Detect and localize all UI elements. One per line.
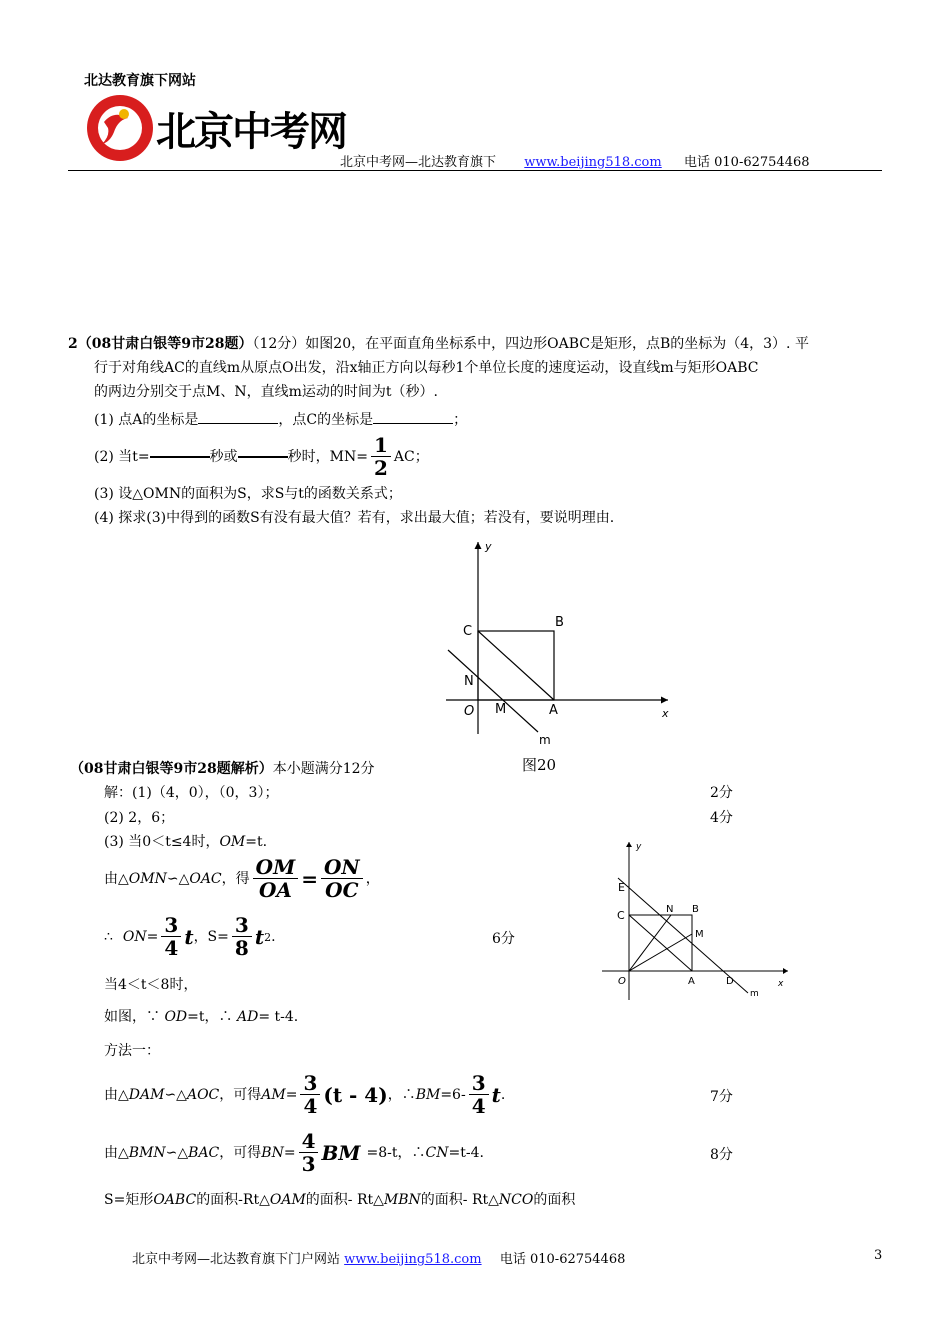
footer-url-link[interactable]: www.beijing518.com	[344, 1252, 482, 1267]
fig2-label-n: N	[666, 904, 674, 915]
figure-20-caption: 图20	[522, 756, 557, 774]
s5-frac1-num: 3	[161, 914, 181, 937]
s4-sim: ∽△	[166, 870, 190, 887]
question-4: (4) 探求(3)中得到的函数S有没有最大值？若有，求出最大值；若没有，要说明理由.	[94, 510, 615, 526]
s5-t: t	[184, 924, 194, 949]
s10-frac-num: 4	[299, 1130, 319, 1153]
s11-a: S=矩形	[104, 1192, 154, 1208]
s10-text-f: =8-t，∴	[366, 1144, 426, 1161]
s9-text-a: 由△	[104, 1086, 129, 1103]
s4-frac-on: ON	[321, 856, 363, 879]
s9-frac1-num: 3	[300, 1072, 320, 1095]
problem-line-1	[68, 332, 888, 356]
s9-am: AM	[261, 1086, 286, 1103]
s9-t: t	[491, 1082, 501, 1107]
s9-frac2	[469, 1072, 489, 1117]
s10-frac-den: 3	[301, 1152, 316, 1176]
s4-text-a: 由△	[104, 870, 129, 887]
fig20-label-n: N	[464, 674, 474, 689]
site-tagline: 北达教育旗下网站	[84, 73, 196, 89]
s10-bm: BM	[321, 1140, 361, 1165]
problem-stem-1: 如图20，在平面直角坐标系中，四边形OABC是矩形，点B的坐标为（4，3）. 平	[305, 336, 809, 352]
s5-frac2-den: 8	[234, 936, 249, 960]
q1-text-b: ，点C的坐标是	[278, 412, 374, 428]
s11-i: 的面积	[533, 1192, 576, 1208]
q2-text-b: 秒或	[209, 448, 238, 465]
s11-mbn: MBN	[383, 1192, 421, 1208]
q2-frac-num: 1	[371, 434, 391, 457]
fig2-label-x: x	[778, 979, 784, 989]
solution-step-3	[104, 830, 267, 854]
s10-text-e: ，可得	[219, 1144, 262, 1161]
solution-step-1-score: 2分	[710, 785, 733, 801]
s4-comma: ，	[365, 870, 380, 887]
s9-eq: =	[285, 1086, 298, 1103]
problem-number: 2	[68, 336, 78, 352]
fig2-segment-on	[629, 915, 671, 971]
s5-s-eq: ，S=	[193, 928, 229, 945]
solution-bn-cn	[104, 1130, 484, 1175]
fig20-diagonal-ac	[478, 631, 554, 700]
solution-step-10-score: 8分	[710, 1147, 733, 1163]
footer-phone: 电话 010-62754468	[499, 1252, 626, 1267]
s9-sim: ∽△	[164, 1086, 187, 1103]
fig20-label-c: C	[463, 624, 473, 639]
question-1	[94, 408, 467, 432]
fig20-line-m	[448, 650, 538, 732]
s5-on: ON	[122, 928, 147, 945]
q1-text-a: (1) 点A的坐标是	[94, 412, 199, 428]
q2-frac-den: 2	[373, 456, 388, 480]
s9-frac1-den: 4	[303, 1094, 318, 1118]
problem-score: （12分）	[252, 336, 306, 352]
s9-frac2-den: 4	[471, 1094, 486, 1118]
s4-frac-om-oa	[253, 856, 299, 901]
s9-aoc: AOC	[186, 1086, 220, 1103]
fig20-label-a: A	[549, 703, 558, 718]
q2-blank-a	[150, 456, 210, 458]
fig2-diagonal-ca	[629, 915, 692, 971]
footer-text: 北京中考网—北达教育旗下门户网站	[132, 1252, 341, 1267]
s3-text-a: (3) 当0＜t≤4时，	[104, 834, 220, 850]
header-rule	[68, 170, 882, 171]
fig20-label-x: x	[662, 707, 669, 720]
fig20-label-b: B	[555, 615, 564, 630]
solution-title-bold: （08甘肃白银等9市28题解析）	[70, 761, 273, 777]
s7-ad: AD	[236, 1009, 259, 1025]
s11-oabc: OABC	[153, 1192, 197, 1208]
header-prefix: 北京中考网—北达教育旗下	[340, 155, 497, 170]
fig2-label-m-point: M	[695, 929, 704, 940]
fig2-segment-om	[629, 934, 692, 971]
s10-sim: ∽△	[165, 1144, 189, 1161]
fig2-label-c: C	[617, 909, 625, 922]
s5-frac2-num: 3	[232, 914, 252, 937]
s9-text-f: ，∴	[387, 1086, 416, 1103]
s4-frac-om: OM	[253, 856, 299, 879]
s9-dam: DAM	[128, 1086, 165, 1103]
s4-frac-oa: OA	[258, 878, 292, 902]
figure-20	[438, 536, 678, 750]
solution-step-1: 解：(1)（4，0），（0，3）；	[104, 785, 279, 801]
q2-text-d: AC；	[393, 448, 429, 465]
s7-od: OD	[164, 1009, 188, 1025]
s9-bm: BM	[415, 1086, 441, 1103]
s5-t2: t	[254, 924, 265, 949]
s10-eq: =	[283, 1144, 296, 1161]
s10-text-a: 由△	[104, 1144, 129, 1161]
solution-title	[70, 757, 375, 781]
s4-frac-oc: OC	[325, 878, 359, 902]
fig2-label-b: B	[692, 904, 699, 915]
question-3: (3) 设△OMN的面积为S，求S与t的函数关系式；	[94, 486, 402, 502]
solution-am-bm	[104, 1072, 505, 1117]
s10-cn: CN	[425, 1144, 449, 1161]
figure-solution	[598, 838, 798, 1004]
fig20-label-m-line: m	[539, 733, 551, 747]
s4-text-e: ，得	[221, 870, 250, 887]
logo-emblem	[84, 92, 156, 164]
s7-text-b: =t，∴	[187, 1009, 237, 1025]
s4-oac: OAC	[189, 870, 222, 887]
solution-method-1: 方法一：	[104, 1043, 160, 1059]
fig20-label-o: O	[464, 704, 475, 719]
question-2	[94, 434, 429, 479]
solution-area-expression	[104, 1188, 575, 1212]
s11-oam: OAM	[269, 1192, 306, 1208]
s11-e: 的面积- Rt△	[305, 1192, 384, 1208]
s5-frac-3-8	[232, 914, 252, 959]
q2-text-a: (2) 当t=	[94, 448, 150, 465]
s5-frac1-den: 4	[164, 936, 179, 960]
page-number: 3	[874, 1248, 883, 1263]
solution-title-rest: 本小题满分12分	[272, 761, 375, 777]
s4-frac-on-oc	[321, 856, 363, 901]
q1-text-c: ；	[453, 412, 468, 428]
s9-paren: (t - 4)	[323, 1082, 388, 1107]
s9-frac2-num: 3	[469, 1072, 489, 1095]
s3-om: OM	[219, 834, 246, 850]
s10-frac-4-3	[299, 1130, 319, 1175]
s9-text-g: =6-	[440, 1086, 466, 1103]
s11-g: 的面积- Rt△	[420, 1192, 499, 1208]
s7-text-c: = t-4.	[258, 1009, 299, 1025]
fig2-label-o: O	[618, 976, 626, 987]
s5-frac-3-4	[161, 914, 181, 959]
q1-blank-a	[198, 423, 278, 424]
solution-similar-omn	[104, 856, 380, 901]
s9-frac-3-4	[300, 1072, 320, 1117]
fig20-label-m-point: M	[495, 702, 507, 717]
header-url-link[interactable]: www.beijing518.com	[524, 155, 662, 170]
solution-step-5-score: 6分	[492, 931, 515, 947]
solution-step-2-score: 4分	[710, 810, 733, 826]
fig2-label-e: E	[618, 881, 625, 894]
solution-step-9-score: 7分	[710, 1089, 733, 1105]
header-phone: 电话 010-62754468	[684, 155, 810, 170]
q2-fraction	[371, 434, 391, 479]
fig2-label-m-line: m	[750, 989, 759, 999]
s11-c: 的面积-Rt△	[196, 1192, 270, 1208]
fig2-label-a: A	[688, 976, 695, 987]
q1-blank-b	[373, 423, 453, 424]
s5-therefore: ∴	[104, 928, 113, 945]
footer-info	[132, 1248, 625, 1267]
s4-equals: =	[301, 866, 318, 891]
s4-omn: OMN	[128, 870, 167, 887]
solution-od-ad	[104, 1005, 298, 1029]
q2-blank-b	[238, 456, 288, 458]
fig2-label-d: D	[726, 976, 734, 987]
s9-text-e: ，可得	[219, 1086, 262, 1103]
s10-bn: BN	[261, 1144, 284, 1161]
s5-square: 2	[264, 931, 272, 944]
fig20-label-y: y	[485, 540, 492, 553]
s9-dot: .	[500, 1086, 506, 1103]
solution-on-and-s	[104, 914, 276, 959]
s5-dot: .	[271, 928, 276, 945]
solution-case-2: 当4＜t＜8时，	[104, 977, 198, 993]
solution-step-2: (2) 2，6；	[104, 810, 175, 826]
header-info	[340, 151, 810, 170]
problem-source: （08甘肃白银等9市28题）	[77, 336, 253, 352]
s5-eq: =	[146, 928, 159, 945]
s7-text-a: 如图，∵	[104, 1009, 165, 1025]
s3-text-c: =t.	[245, 834, 268, 850]
problem-stem-2: 行于对角线AC的直线m从原点O出发，沿x轴正方向以每秒1个单位长度的速度运动，设直线m与矩形OABC	[94, 360, 759, 376]
problem-stem-3: 的两边分别交于点M、N，直线m运动的时间为t（秒）.	[94, 384, 438, 400]
s11-nco: NCO	[498, 1192, 534, 1208]
s10-text-g: =t-4.	[448, 1144, 484, 1161]
q2-text-c: 秒时，MN=	[287, 448, 368, 465]
logo-text: 北京中考网	[156, 109, 346, 155]
s10-bac: BAC	[188, 1144, 220, 1161]
s10-bmn: BMN	[128, 1144, 166, 1161]
fig2-label-y: y	[636, 842, 642, 852]
